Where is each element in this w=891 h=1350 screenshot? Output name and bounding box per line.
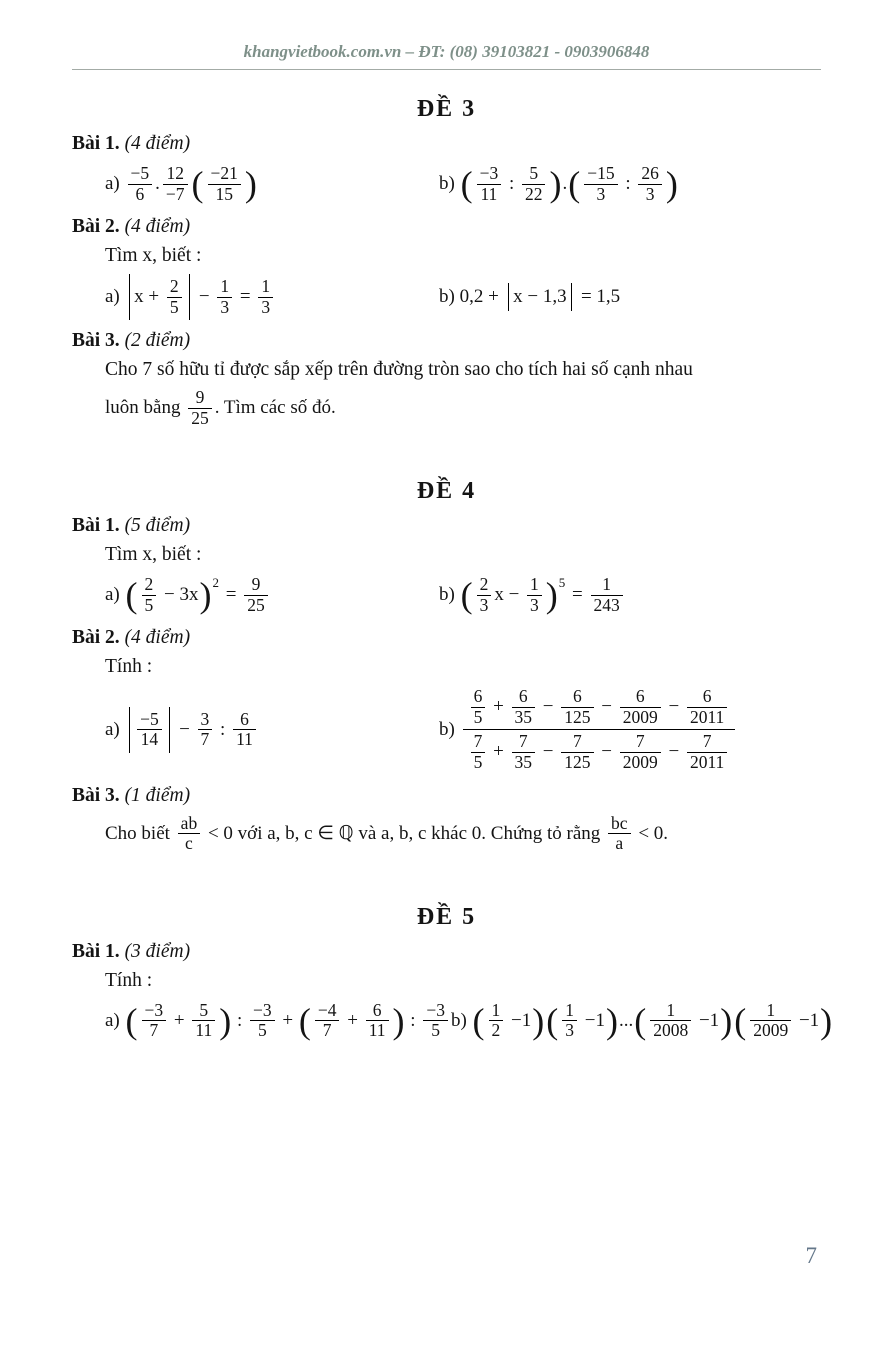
fraction-numerator: 6 (240, 708, 249, 729)
math-text: : (215, 718, 231, 740)
fraction-denominator: 3 (596, 183, 606, 204)
fraction (315, 1001, 340, 1041)
math-line (105, 999, 451, 1043)
math-text: b) (450, 1009, 472, 1031)
fraction (561, 732, 593, 772)
page-number: 7 (805, 1243, 817, 1268)
problem-points: (4 điểm) (119, 133, 191, 154)
math-line (105, 274, 439, 320)
right-parenthesis: ) (549, 164, 562, 204)
fraction-denominator: 35 (514, 751, 533, 772)
fraction-numerator: 7 (573, 731, 582, 752)
math-text: −1 (794, 1009, 820, 1031)
fraction-denominator: −7 (165, 183, 185, 204)
problem-points: (4 điểm) (119, 627, 191, 649)
header-contact-line: khangvietbook.com.vn – ĐT: (08) 39103821 - 0903906848 (72, 42, 821, 70)
math-text: = 1,5 (576, 286, 621, 307)
fraction-numerator: 6 (702, 686, 712, 707)
math-text: . Tìm các số đó. (214, 397, 336, 419)
fraction (512, 687, 536, 727)
problem-heading (72, 941, 821, 963)
fraction-numerator: 5 (199, 999, 209, 1020)
math-text: ... (618, 1009, 634, 1031)
math-text: − (538, 696, 559, 718)
problem-part-b (439, 162, 821, 206)
math-row (72, 573, 821, 617)
fraction-denominator: 14 (140, 729, 159, 750)
fraction (198, 710, 213, 750)
math-text: − (174, 718, 195, 740)
fraction (638, 164, 662, 204)
math-text: luôn bằng (105, 397, 186, 419)
fraction (512, 732, 536, 772)
fraction-denominator: 5 (431, 1020, 441, 1041)
exponent: 2 (212, 575, 219, 591)
left-parenthesis: ( (125, 575, 138, 616)
fraction-numerator: −3 (253, 999, 272, 1020)
fraction-denominator: 3 (220, 296, 230, 317)
compound-fraction (463, 685, 736, 774)
fraction-numerator: 6 (635, 686, 645, 707)
fraction-numerator: 1 (220, 275, 230, 296)
fraction (650, 1001, 691, 1041)
math-text: − (663, 696, 684, 718)
fraction (620, 687, 661, 727)
fraction-denominator: 2009 (622, 751, 658, 772)
absolute-value-bar (169, 707, 171, 753)
fraction-denominator: 3 (261, 296, 271, 317)
text-line: Cho 7 số hữu tỉ được sắp xếp trên đường tròn sao cho tích hai số cạnh nhau (105, 359, 693, 380)
fraction-numerator: 6 (518, 686, 528, 707)
absolute-value-bar (129, 274, 131, 320)
problem-part-a (72, 162, 439, 206)
fraction-numerator: 7 (635, 731, 645, 752)
fraction-denominator: 5 (257, 1020, 267, 1041)
problem-number: Bài 3. (72, 784, 120, 806)
fraction-denominator: 25 (191, 407, 209, 428)
math-text: : (620, 173, 636, 194)
fraction-numerator: −3 (426, 999, 445, 1020)
math-text: : (232, 1009, 247, 1031)
fraction (489, 1001, 504, 1041)
problem-points: (2 điểm) (119, 330, 191, 351)
right-parenthesis: ) (219, 1000, 232, 1041)
fraction (250, 1001, 275, 1041)
fraction-numerator: 1 (766, 999, 776, 1020)
fraction-numerator: 9 (251, 574, 261, 595)
fraction-numerator: 1 (491, 999, 501, 1020)
fraction-numerator: 1 (261, 275, 271, 296)
exam-section (72, 903, 833, 1043)
math-text: b) (439, 718, 460, 740)
fraction-denominator: 6 (135, 183, 145, 204)
math-text: a) (105, 718, 125, 740)
fraction-numerator: 2 (169, 275, 179, 296)
math-text: < 0 với a, b, c ∈ ℚ và a, b, c khác 0. Chứng tỏ rằng (203, 823, 606, 845)
math-line (451, 999, 833, 1043)
fraction-numerator: 6 (473, 686, 483, 707)
fraction (163, 164, 188, 204)
math-text: = (235, 286, 256, 307)
problem-points: (5 điểm) (119, 515, 191, 537)
math-text: − (538, 741, 559, 763)
problem-part-a (72, 274, 439, 320)
problem-number: Bài 1. (72, 940, 120, 962)
math-text: < 0. (633, 822, 669, 844)
math-line (439, 283, 821, 311)
fraction-numerator: 7 (518, 731, 528, 752)
right-parenthesis: ) (532, 1000, 545, 1041)
fraction-denominator: 11 (195, 1020, 213, 1041)
fraction (527, 575, 542, 615)
fraction-numerator: 6 (372, 999, 382, 1020)
math-text: : (405, 1009, 421, 1031)
fraction-denominator: 3 (479, 594, 489, 615)
math-text: − 3x (159, 584, 199, 606)
fraction-numerator: bc (611, 812, 628, 833)
math-line (72, 388, 821, 428)
fraction (423, 1001, 448, 1041)
exam-section (72, 96, 821, 428)
math-text: a) (105, 584, 125, 606)
math-text: − (596, 741, 617, 763)
fraction-denominator: 3 (530, 594, 539, 615)
text-line: Tính : (105, 656, 153, 678)
math-text: = (220, 584, 242, 606)
section-title: ĐỀ 3 (416, 96, 477, 122)
fraction-numerator: −4 (317, 999, 337, 1020)
left-parenthesis: ( (460, 575, 473, 616)
sections-container (72, 96, 833, 1043)
fraction-denominator: 5 (144, 594, 154, 615)
fraction (687, 687, 727, 727)
text-line: Tìm x, biết : (105, 245, 202, 266)
right-parenthesis: ) (665, 164, 678, 204)
fraction-denominator: 7 (200, 729, 210, 750)
fraction-denominator: 2 (491, 1020, 501, 1041)
math-text: + (488, 696, 509, 718)
fraction (258, 277, 273, 317)
fraction-numerator: 3 (200, 708, 210, 729)
fraction (522, 164, 546, 204)
fraction (562, 1001, 577, 1041)
problem-number: Bài 1. (72, 133, 120, 154)
fraction-numerator: −15 (587, 162, 615, 183)
problem-number: Bài 1. (72, 515, 120, 537)
math-text: b) 0,2 + (439, 286, 504, 307)
fraction (142, 1001, 167, 1041)
fraction-numerator: 12 (166, 162, 184, 183)
fraction-numerator: 6 (573, 686, 582, 707)
fraction-denominator: c (185, 833, 193, 854)
fraction-denominator: 15 (215, 183, 233, 204)
math-line (105, 162, 439, 206)
fraction (128, 164, 153, 204)
section-title: ĐỀ 4 (416, 478, 477, 505)
fraction (591, 575, 623, 615)
fraction-numerator: ab (180, 812, 198, 833)
fraction (366, 1001, 389, 1041)
fraction (178, 814, 201, 854)
math-text: x + (134, 286, 164, 307)
math-text: + (488, 741, 509, 763)
math-line (439, 162, 821, 206)
fraction-denominator: 125 (564, 706, 591, 727)
left-parenthesis: ( (634, 1000, 647, 1041)
fraction (477, 164, 502, 204)
fraction (750, 1001, 791, 1041)
problem-points: (4 điểm) (119, 216, 191, 237)
compound-numerator (463, 685, 736, 729)
left-parenthesis: ( (472, 1000, 485, 1041)
problem-heading (72, 216, 821, 238)
fraction-denominator: 5 (169, 296, 179, 317)
fraction-denominator: 11 (480, 183, 498, 204)
fraction (620, 732, 661, 772)
absolute-value-bar (508, 283, 510, 311)
problem-heading (72, 785, 821, 807)
math-line (105, 707, 439, 753)
math-line (439, 573, 821, 617)
right-parenthesis: ) (392, 1000, 405, 1041)
fraction (167, 277, 182, 317)
fraction (477, 575, 492, 615)
problem-number: Bài 2. (72, 216, 120, 237)
problem-points: (1 điểm) (119, 784, 191, 806)
exam-section (72, 478, 821, 854)
left-parenthesis: ( (125, 1000, 138, 1041)
math-text: + (169, 1009, 190, 1031)
exponent: 5 (558, 575, 566, 591)
fraction-denominator: 22 (524, 183, 543, 204)
fraction-numerator: −21 (210, 162, 238, 183)
fraction-denominator: 3 (565, 1020, 574, 1041)
left-parenthesis: ( (568, 164, 581, 204)
math-text: −1 (580, 1009, 605, 1031)
fraction-numerator: 5 (529, 162, 539, 183)
math-row (72, 274, 821, 320)
fraction-denominator: a (615, 833, 624, 854)
math-text: − (596, 696, 617, 718)
math-text: = (567, 584, 588, 606)
fraction (687, 732, 727, 772)
math-text: −1 (694, 1009, 720, 1031)
problem-heading (72, 330, 821, 352)
fraction-numerator: −3 (144, 999, 164, 1020)
absolute-value-bar (189, 274, 191, 320)
math-text: a) (105, 1009, 125, 1031)
problem-part-a (72, 707, 439, 753)
math-text: −1 (506, 1009, 532, 1031)
fraction-denominator: 2011 (689, 751, 725, 772)
right-parenthesis: ) (545, 575, 558, 616)
math-text: − (194, 286, 215, 307)
fraction-numerator: 1 (565, 999, 574, 1020)
fraction-numerator: 1 (666, 999, 676, 1020)
fraction (188, 388, 212, 428)
fraction-numerator: 1 (602, 574, 612, 595)
right-parenthesis: ) (244, 164, 257, 204)
math-text: b) (439, 173, 460, 194)
math-line (72, 814, 821, 854)
math-row (72, 162, 821, 206)
fraction (608, 814, 631, 854)
fraction-denominator: 125 (564, 751, 591, 772)
fraction (208, 164, 241, 204)
fraction (233, 710, 256, 750)
math-text: x − 1,3 (513, 286, 567, 307)
left-parenthesis: ( (191, 164, 204, 204)
fraction-denominator: 2009 (753, 1020, 789, 1041)
math-text: x − (494, 584, 525, 606)
right-parenthesis: ) (720, 1000, 733, 1041)
problem-part-a (72, 573, 439, 617)
problem-part-b (451, 999, 833, 1043)
fraction-denominator: 5 (473, 751, 483, 772)
fraction-denominator: 11 (236, 729, 253, 750)
fraction-denominator: 7 (149, 1020, 159, 1041)
fraction-numerator: 9 (195, 387, 205, 407)
fraction (244, 575, 268, 615)
fraction-numerator: 1 (530, 574, 539, 595)
problem-points: (3 điểm) (119, 940, 191, 962)
absolute-value-bar (129, 707, 131, 753)
fraction-numerator: 26 (641, 162, 659, 183)
math-text: + (277, 1009, 298, 1031)
text-line: Tìm x, biết : (105, 544, 202, 566)
fraction-denominator: 243 (593, 594, 620, 615)
problem-number: Bài 2. (72, 627, 120, 649)
fraction-numerator: 7 (702, 731, 712, 752)
fraction (584, 164, 617, 204)
fraction-numerator: −5 (140, 708, 159, 729)
fraction-numerator: 7 (473, 731, 483, 752)
fraction-denominator: 3 (645, 183, 655, 204)
math-text: a) (105, 286, 125, 307)
math-row (72, 685, 821, 774)
fraction (561, 687, 593, 727)
problem-heading (72, 627, 821, 649)
math-row (72, 999, 833, 1043)
fraction-numerator: −3 (479, 162, 499, 183)
math-text: + (342, 1009, 363, 1031)
fraction-denominator: 2011 (689, 706, 725, 727)
math-line (105, 573, 439, 617)
fraction (142, 575, 157, 615)
math-text: Cho biết (105, 822, 175, 844)
fraction-denominator: 2009 (622, 706, 658, 727)
problem-part-b (439, 685, 821, 774)
fraction-numerator: 2 (144, 574, 154, 595)
fraction (192, 1001, 215, 1041)
fraction (471, 687, 486, 727)
fraction-denominator: 11 (368, 1020, 386, 1041)
left-parenthesis: ( (546, 1000, 559, 1041)
fraction (217, 277, 232, 317)
left-parenthesis: ( (298, 1000, 311, 1041)
problem-part-b (439, 283, 821, 311)
fraction (137, 710, 162, 750)
fraction-denominator: 35 (514, 706, 533, 727)
fraction-denominator: 7 (322, 1020, 332, 1041)
fraction-denominator: 25 (247, 594, 265, 615)
compound-denominator (463, 730, 736, 774)
fraction-denominator: 2008 (653, 1020, 689, 1041)
right-parenthesis: ) (199, 575, 212, 616)
fraction-numerator: −5 (130, 162, 150, 183)
math-text: : (504, 173, 519, 194)
absolute-value-bar (571, 283, 573, 311)
fraction-denominator: 5 (473, 706, 483, 727)
problem-heading (72, 133, 821, 155)
left-parenthesis: ( (734, 1000, 747, 1041)
right-parenthesis: ) (605, 1000, 618, 1041)
problem-part-b (439, 573, 821, 617)
math-text: b) (439, 584, 460, 606)
right-parenthesis: ) (820, 1000, 833, 1041)
problem-number: Bài 3. (72, 330, 120, 351)
problem-heading (72, 515, 821, 537)
text-line: Tính : (105, 969, 153, 991)
math-text: . (155, 173, 160, 194)
math-line (439, 685, 821, 774)
problem-part-a (72, 999, 451, 1043)
left-parenthesis: ( (460, 164, 473, 204)
math-text: a) (105, 173, 125, 194)
math-text: . (562, 173, 568, 194)
math-text: − (663, 741, 684, 763)
fraction (471, 732, 486, 772)
section-title: ĐỀ 5 (416, 903, 477, 930)
fraction-numerator: 2 (479, 574, 489, 595)
